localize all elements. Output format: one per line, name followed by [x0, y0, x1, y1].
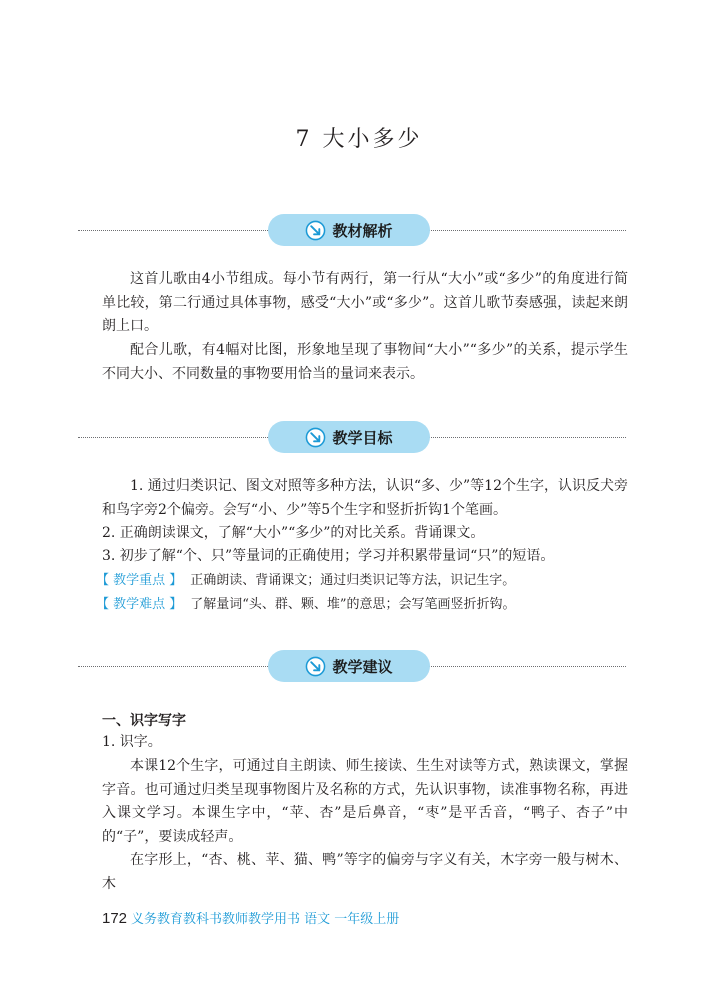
arrow-down-right-icon — [305, 220, 326, 241]
key-point-tag: 【 教学重点 】 — [96, 573, 183, 588]
difficulty-text: 了解量词“头、群、颗、堆”的意思；会写笔画竖折折钩。 — [190, 597, 516, 612]
section-pill — [268, 214, 430, 246]
goal-item-3: 3. 初步了解“个、只”等量词的正确使用；学习并积累带量词“只”的短语。 — [102, 548, 555, 564]
key-point-text: 正确朗读、背诵课文；通过归类识记等方法，识记生字。 — [190, 573, 516, 588]
arrow-down-right-icon — [305, 656, 326, 677]
section-label: 教材解析 — [332, 221, 393, 240]
difficulty-tag: 【 教学难点 】 — [96, 597, 183, 612]
subheading-literacy: 一、识字写字 — [102, 713, 186, 729]
analysis-paragraph-2: 配合儿歌，有4幅对比图，形象地呈现了事物间“大小”“多少”的关系，提示学生不同大小、不同数量的事物要用恰当的量词来表示。 — [102, 342, 628, 382]
section-header-analysis — [78, 214, 626, 248]
section-label: 教学建议 — [332, 657, 393, 676]
arrow-down-right-icon — [305, 427, 326, 448]
section-pill — [268, 650, 430, 682]
lesson-title: 7 大小多少 — [295, 127, 423, 152]
subheading-recognition: 1. 识字。 — [102, 734, 162, 750]
section-header-suggestions — [78, 650, 626, 684]
page-number: 172 — [102, 910, 128, 927]
goal-item-1: 1. 通过归类识记、图文对照等多种方法，认识“多、少”等12个生字，认识反犬旁和鸟字旁2个偏旁。会写“小、少”等5个生字和竖折折钩1个笔画。 — [102, 478, 628, 518]
section-label: 教学目标 — [332, 428, 393, 447]
section-header-goals — [78, 421, 626, 455]
difficulty-line — [96, 593, 622, 617]
goal-item-2: 2. 正确朗读课文，了解“大小”“多少”的对比关系。背诵课文。 — [102, 525, 485, 541]
suggestion-paragraph-2: 在字形上，“杏、桃、苹、猫、鸭”等字的偏旁与字义有关，木字旁一般与树木、木 — [102, 852, 628, 892]
section-pill — [268, 421, 430, 453]
book-title: 义务教育教科书教师教学用书 语文 一年级上册 — [131, 912, 400, 927]
analysis-paragraph-1: 这首儿歌由4小节组成。每小节有两行，第一行从“大小”或“多少”的角度进行简单比较，第二行通过具体事物，感受“大小”或“多少”。这首儿歌节奏感强，读起来朗朗上口。 — [102, 271, 628, 334]
page-footer — [102, 908, 399, 927]
suggestion-paragraph-1: 本课12个生字，可通过自主朗读、师生接读、生生对读等方式，熟读课文，掌握字音。也可通过归类呈现事物图片及名称的方式，先认识事物，读准事物名称，再进入课文学习。本课生字中，“苹、杏”是后鼻音，“枣”是平舌音，“鸭子、杏子”中的“子”，要读成轻声。 — [102, 758, 628, 845]
key-point-line — [96, 569, 622, 593]
